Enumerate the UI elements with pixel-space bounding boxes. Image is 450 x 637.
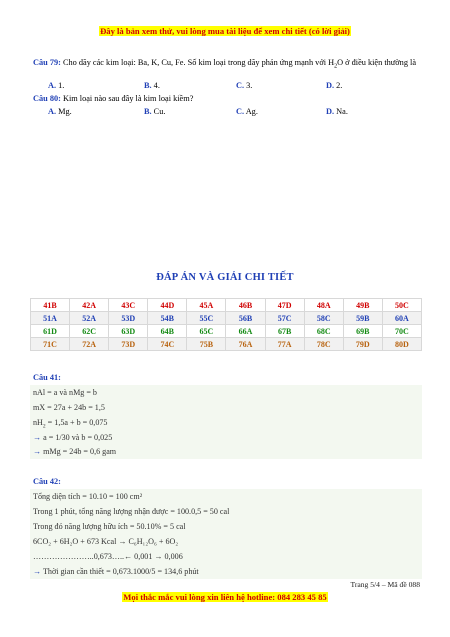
solution-41-box (30, 385, 422, 459)
option-c: C. 3. (236, 81, 253, 90)
question-number: Câu 80: (33, 94, 61, 103)
answer-cell: 57C (265, 312, 304, 325)
option-d: D. 2. (326, 81, 343, 90)
arrow-icon: → (33, 447, 42, 456)
answer-cell: 79D (343, 338, 382, 351)
solution-line: 6CO₂ + 6H₂O + 673 Kcal → C₆H₁₂O₆ + 6O₂ (33, 537, 179, 546)
answer-cell: 73D (109, 338, 148, 351)
answer-cell: 49B (343, 299, 382, 312)
hotline-banner-text: Mọi thắc mắc vui lòng xin liên hệ hotline: 084 283 45 85 (123, 592, 327, 602)
answer-cell: 75B (187, 338, 226, 351)
answer-cell: 74C (148, 338, 187, 351)
answer-cell: 59B (343, 312, 382, 325)
answer-cell: 58C (304, 312, 343, 325)
answer-row (31, 312, 422, 325)
answer-cell: 64B (148, 325, 187, 338)
answer-cell: 78C (304, 338, 343, 351)
preview-banner (0, 26, 450, 36)
solution-line: → mMg = 24b = 0,6 gam (33, 447, 117, 456)
answer-cell: 72A (70, 338, 109, 351)
hotline-banner (0, 592, 450, 602)
section-title: ĐÁP ÁN VÀ GIẢI CHI TIẾT (156, 272, 294, 283)
solution-41-heading: Câu 41: (33, 373, 61, 382)
question-79 (33, 58, 421, 72)
option-a: A. 1. (48, 81, 65, 90)
solution-line: → a = 1/30 và b = 0,025 (33, 433, 113, 442)
question-number: Câu 79: (33, 58, 61, 67)
answer-cell: 66A (226, 325, 265, 338)
answer-cell: 42A (70, 299, 109, 312)
answer-cell: 41B (31, 299, 70, 312)
solution-line: $nH_2 = 1,5a + b = 0,075$ (33, 418, 108, 430)
solution-line: → Thời gian cần thiết = 0,673.1000/5 = 134,6 phút (33, 567, 199, 576)
answer-cell: 44D (148, 299, 187, 312)
solution-line: Trong 1 phút, tổng năng lượng nhận được = 100.0,5 = 50 cal (33, 507, 230, 516)
question-text-cont: O ở điều kiện thường là (337, 58, 417, 67)
answer-cell: 51A (31, 312, 70, 325)
answer-cell: 45A (187, 299, 226, 312)
question-79-options (48, 81, 428, 92)
solution-42-heading: Câu 42: (33, 477, 61, 486)
option-d: D. Na. (326, 107, 348, 116)
answer-cell: 76A (226, 338, 265, 351)
option-b: B. 4. (144, 81, 160, 90)
question-80-options (48, 107, 428, 118)
answer-cell: 71C (31, 338, 70, 351)
solution-line: Tổng diện tích = 10.10 = 100 cm² (33, 492, 143, 501)
answer-cell: 43C (109, 299, 148, 312)
answer-row (31, 325, 422, 338)
answer-row (31, 338, 422, 351)
answer-cell: 46B (226, 299, 265, 312)
answer-cell: 47D (265, 299, 304, 312)
option-a: A. Mg. (48, 107, 72, 116)
answer-table (30, 298, 422, 351)
question-text: Kim loại nào sau đây là kim loại kiềm? (60, 94, 194, 103)
answer-cell: 68C (304, 325, 343, 338)
preview-banner-text: Đây là bản xem thử, vui lòng mua tài liệu để xem chi tiết (có lời giải) (100, 26, 350, 36)
subscript: 2 (334, 63, 338, 70)
arrow-icon: → (33, 433, 42, 442)
answer-cell: 80D (382, 338, 421, 351)
answer-row (31, 299, 422, 312)
solution-42-box (30, 489, 422, 579)
option-b: B. Cu. (144, 107, 166, 116)
answer-cell: 56B (226, 312, 265, 325)
answer-cell: 77A (265, 338, 304, 351)
answer-cell: 61D (31, 325, 70, 338)
solution-line: Trong đó năng lượng hữu ích = 50.10% = 5 cal (33, 522, 186, 531)
answer-cell: 53D (109, 312, 148, 325)
question-text: Cho dãy các kim loại: Ba, K, Cu, Fe. Số kim loại trong dãy phản ứng mạnh với H (60, 58, 335, 67)
answer-cell: 50C (382, 299, 421, 312)
answer-cell: 62C (70, 325, 109, 338)
solution-line: nAl = a và nMg = b (33, 388, 97, 397)
answer-cell: 52A (70, 312, 109, 325)
question-80 (33, 94, 421, 105)
arrow-icon: → (33, 567, 42, 576)
solution-line: …………………..0,673…..← 0,001 → 0,006 (33, 552, 183, 561)
option-c: C. Ag. (236, 107, 258, 116)
page-number: Trang 5/4 – Mã đề 088 (350, 580, 420, 589)
answer-cell: 67B (265, 325, 304, 338)
answer-cell: 63D (109, 325, 148, 338)
answer-cell: 60A (382, 312, 421, 325)
solution-line: mX = 27a + 24b = 1,5 (33, 403, 105, 412)
answer-cell: 55C (187, 312, 226, 325)
answer-cell: 69B (343, 325, 382, 338)
answer-cell: 70C (382, 325, 421, 338)
answer-cell: 54B (148, 312, 187, 325)
answer-cell: 65C (187, 325, 226, 338)
answer-cell: 48A (304, 299, 343, 312)
